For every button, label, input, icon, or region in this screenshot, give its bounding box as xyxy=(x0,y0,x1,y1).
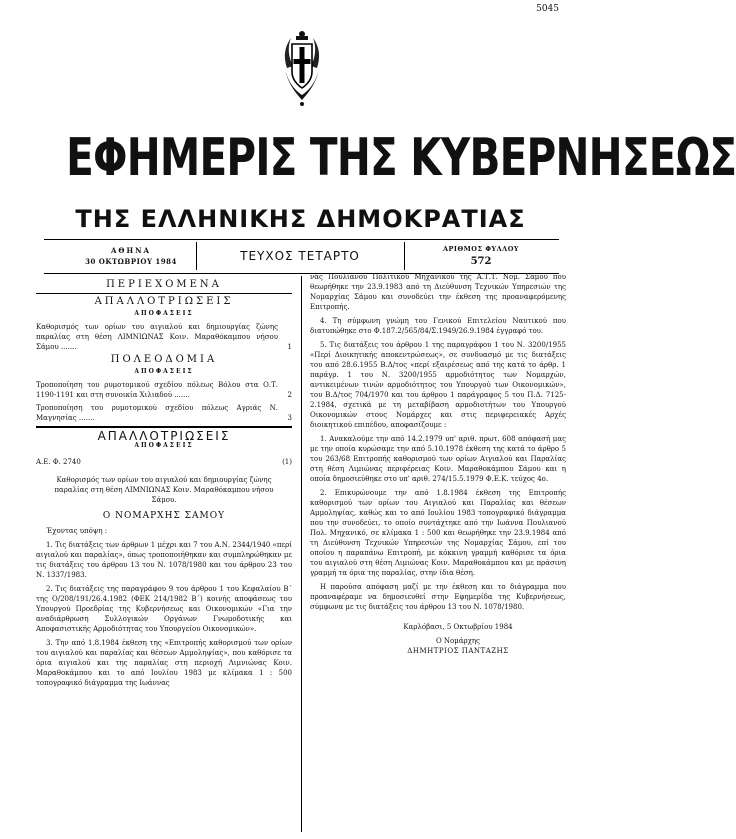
decision-heading: ΑΠΑΛΛΟΤΡΙΩΣΕΙΣ xyxy=(97,429,231,443)
contents-item-text: Καθορισμός των ορίων του αιγιαλού και δημιουργίας ζώνης παραλίας στη θέση ΛΙΜΝΙΩΝΑΣ Κοιν. Μαραθόκαμπου νήσου Σάμου ....... xyxy=(36,323,278,351)
issue-number: 572 xyxy=(470,256,492,267)
contents-item-page: 3 xyxy=(287,414,292,422)
gazette-title: ΕΦΗΜΕΡΙΣ ΤΗΣ ΚΥΒΕΡΝΗΣΕΩΣ xyxy=(66,128,736,188)
header-city: ΑΘΗΝΑ xyxy=(111,246,151,255)
place-date: Καρλόβασι, 5 Οκτωβρίου 1984 xyxy=(403,623,513,631)
header-date: 30 ΟΚΤΩΒΡΙΟΥ 1984 xyxy=(85,257,177,266)
header-top-rule xyxy=(44,239,559,240)
decision-subject: Καθορισμός των ορίων του αιγιαλού και δημιουργίας ζώνης παραλίας στη θέση ΛΙΜΝΙΩΝΑΣ Κοιν. Μαραθόκαμπου νήσου Σάμου. xyxy=(54,476,274,504)
paragraph: 1. Τις διατάξεις των άρθρων 1 μέχρι και 7 του Α.Ν. 2344/1940 «περί αιγιαλού και παραλίας», όπως τροποποιήθηκαν και συμπληρώθηκαν με τις διατάξεις του άρθρου 13 του Ν. 1078/1980 και του άρθρου 23 του Ν. 1337/1983. xyxy=(36,541,292,579)
contents-section-heading: ΠΟΛΕΟΔΟΜΙΑ xyxy=(110,354,218,365)
paragraph: 4. Τη σύμφωνη γνώμη του Γενικού Επιτελείου Ναυτικού που διατυπώθηκε στο Φ.187.2/565/84/Σ.1949/26.9.1984 έγγραφό του. xyxy=(310,317,566,335)
header-volume: ΤΕΥΧΟΣ ΤΕΤΑΡΤΟ xyxy=(240,249,360,263)
left-column xyxy=(36,278,292,830)
paragraph: νας Πουλιανού Πολιτικού Μηχανικού της Α.Τ.Τ. Νομ. Σάμου που θεωρήθηκε την 23.9.1983 από τη Διεύθυνση Τεχνικών Υπηρεσιών της Νομαρχίας Σάμου και συνοδεύει την έκθεση της προαναφερόμενης Επιτροπής. xyxy=(310,273,566,311)
divider xyxy=(36,426,292,428)
divider xyxy=(36,293,292,294)
decision-ref: Α.Ε. Φ. 2740 xyxy=(36,458,81,466)
decision-subheading: ΑΠΟΦΑΣΕΙΣ xyxy=(134,442,194,449)
contents-item xyxy=(36,380,292,400)
paragraph: 1. Ανακαλούμε την από 14.2.1979 υπ' αριθ. πρωτ. 608 απόφασή μας με την οποία κυρώσαμε την από 5.10.1978 έκθεση της κατά το άρθρο 5 του 263/68 Επιτροπής καθορισμού των ορίων Αιγιαλού και Παραλίας στη θέση Λιμιώνας περιφέρειας Κοιν. Μαραθοκάμπου Σάμου και η οποία δημοσιεύθηκε στο υπ' αριθ. 274/15.5.1979 Φ.Ε.Κ. τεύχος 4ο. xyxy=(310,435,566,483)
contents-item xyxy=(36,322,292,352)
contents-section-subheading: ΑΠΟΦΑΣΕΙΣ xyxy=(134,310,194,317)
right-column xyxy=(310,272,566,832)
signer-name: ΔΗΜΗΤΡΙΟΣ ΠΑΝΤΑΖΗΣ xyxy=(407,647,509,655)
decision-reference xyxy=(36,457,292,467)
page-number: 5045 xyxy=(536,4,559,14)
decision-authority: Ο ΝΟΜΑΡΧΗΣ ΣΑΜΟΥ xyxy=(102,511,226,521)
header-divider xyxy=(196,242,197,270)
contents-item xyxy=(36,403,292,423)
header-divider xyxy=(404,242,405,270)
paragraph: Η παρούσα απόφαση μαζί με την έκθεση και το διάγραμμα που προαναφέραμε να δημοσιευθεί στην Εφημερίδα της Κυβερνήσεως, σύμφωνα με τις διατάξεις του άρθρου 13 του Ν. 1078/1980. xyxy=(310,583,566,611)
contents-item-page: 2 xyxy=(287,391,292,399)
issue-label: ΑΡΙΘΜΟΣ ΦΥΛΛΟΥ xyxy=(442,245,520,253)
contents-item-text: Τροποποίηση του ρυμοτομικού σχεδίου πόλεως Αγριάς Ν. Μαγνησίας ....... xyxy=(36,404,278,422)
contents-section-heading: ΑΠΑΛΛΟΤΡΙΩΣΕΙΣ xyxy=(94,296,234,307)
gazette-subtitle: ΤΗΣ ΕΛΛΗΝΙΚΗΣ ΔΗΜΟΚΡΑΤΙΑΣ xyxy=(75,205,526,233)
coat-of-arms-emblem xyxy=(281,22,323,114)
column-divider xyxy=(301,276,302,832)
paragraph: 2. Επικυρώνουμε την από 1.8.1984 έκθεση της Επιτροπής καθορισμού των ορίων του Αιγιαλού και Παραλίας και θέσεων Αμμοληψίας, καθώς και το από Ιουλίου 1983 τοπογραφικό διάγραμμα που την συνοδεύει, το οποίο συντάχτηκε από την Ιωάννα Πουλιανού Πολ. Μηχανικό, σε κλίμακα 1 : 500 και θεωρήθηκε την 23.9.1984 από τη Διεύθυνση Τεχνικών Υπηρεσιών της Νομαρχίας Σάμου, επί του οποίου η παραπάνω Επιτροπή, με κόκκινη γραμμή καθόρισε τα όρια του αιγιαλού στη θέση Λιμιώνας Κοιν. Μαραθοκάμπου και με πράσινη γραμμή τα όρια της παραλίας, στην ίδια θέση. xyxy=(310,489,566,577)
signer-title: Ο Νομάρχης xyxy=(435,637,481,645)
decision-ref-number: (1) xyxy=(282,458,292,466)
contents-item-page: 1 xyxy=(287,343,292,351)
contents-section-subheading: ΑΠΟΦΑΣΕΙΣ xyxy=(134,368,194,375)
paragraph: 3. Την από 1.8.1984 έκθεση της «Επιτροπής καθορισμού των ορίων του αιγιαλού και παραλίας και θέσεων Αμμοληψίας», που καθόρισε τα όρια αιγιαλού και της παραλίας στη περιοχή Λιμνιώνας Κοιν. Μαραθοκάμπου και το από Ιουλίου 1983 με κλίμακα 1 : 500 τοπογραφικό διάγραμμα της Ιωάννας xyxy=(36,639,292,687)
contents-item-text: Τροποποίηση του ρυμοτομικού σχεδίου πόλεως Βόλου στα Ο.Τ. 1190-1191 και στη συνοικία Χιλιαδού ....... xyxy=(36,381,278,399)
paragraph: 5. Τις διατάξεις του άρθρου 1 της παραγράφου 1 του Ν. 3200/1955 «Περί Διοικητικής αποκεντρώσεως», σε συνδυασμό με τις διατάξεις του από 28.6.1955 Β.Δ/τος «περί εξαιρέσεως από της κατά το άρθρ. 1 παράγρ. 1 του Ν. 3200/1955 αρμοδιότητος των Νομαρχών, αντικειμένων τινών αρμοδιότητος του Υπουργού των Οικονομικών», του Β.Δ/τος 704/1970 και του άρθρου 1 παράγραφος 5 του Π.Δ. 7125-2.1984, σχετικά με τη μεταβίβαση αρμοδιοτήτων του Υπουργού Οικονομικών στους Νομάρχες και στις περιφερειακές Αρχές διοικητικού επιπέδου, αποφασίζουμε : xyxy=(310,341,566,429)
paragraph: 2. Τις διατάξεις της παραγράφου 9 του άρθρου 1 του Κεφαλαίου Β΄ της Ο/208/191/26.4.1982 (ΦΕΚ 214/1982 Β΄) κοινής αποφάσεως του Υπουργού Προεδρίας της Κυβερνήσεως και Οικονομικών «Για την αναδιάρθρωση Συλλογικών Οργάνων Γνωμοδοτικής και Αποφασιστικής Αρμοδιότητας του Υπουργείου Οικονομικών». xyxy=(36,585,292,633)
contents-title: ΠΕΡΙΕΧΟΜΕΝΑ xyxy=(106,279,222,290)
having-regard: Έχοντας υπόψη : xyxy=(46,527,108,535)
